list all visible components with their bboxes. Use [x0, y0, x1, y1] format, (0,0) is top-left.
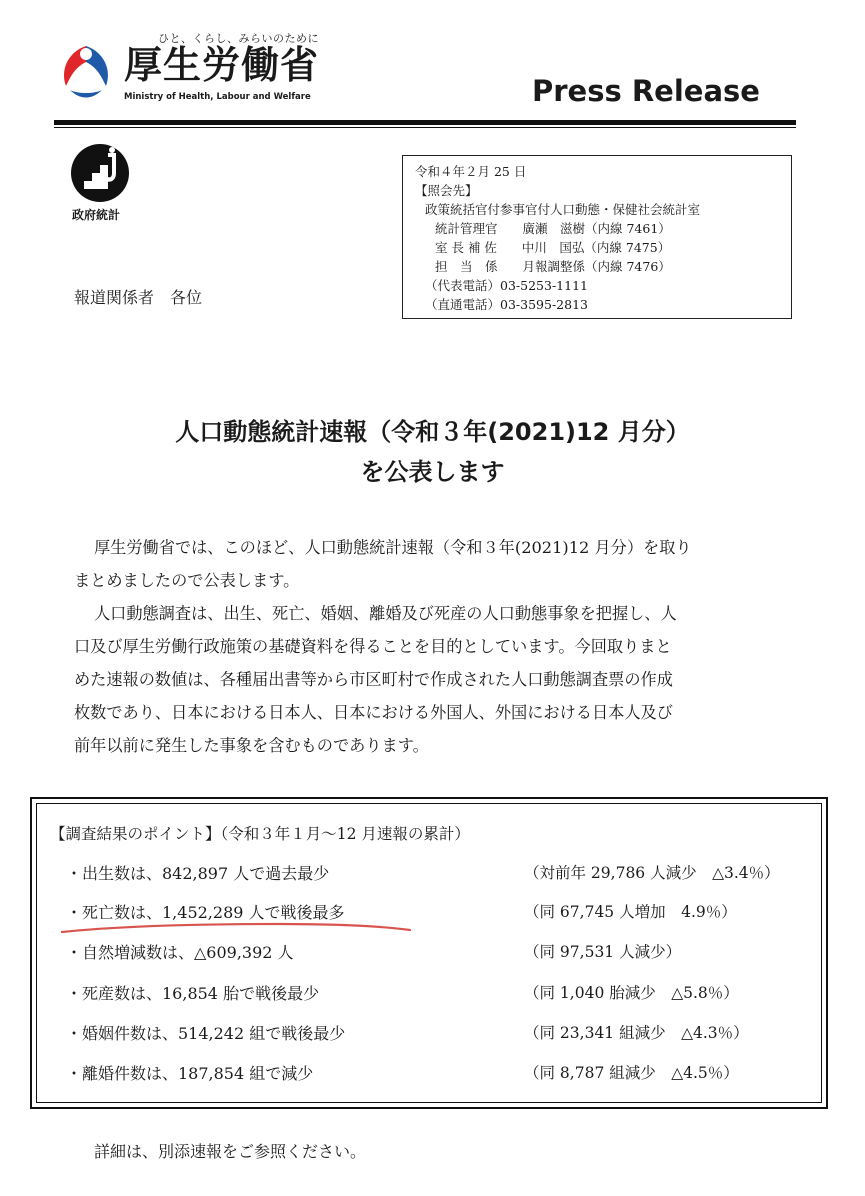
- page-title-line-1: 人口動態統計速報（令和３年(2021)12 月分）: [175, 418, 690, 446]
- ministry-name-en: Ministry of Health, Labour and Welfare: [124, 92, 311, 102]
- mhlw-logo-icon: [56, 38, 116, 102]
- highlight-underline: [60, 918, 412, 938]
- header-rule-thin: [54, 127, 796, 128]
- contact-heading: 【照会先】: [415, 183, 478, 198]
- body-paragraph-1-line-2: まとめましたので公表します。: [74, 571, 300, 590]
- point-item-left: ・出生数は、842,897 人で過去最少: [66, 864, 330, 883]
- body-paragraph-1-line-1: 厚生労働省では、このほど、人口動態統計速報（令和３年(2021)12 月分）を取り: [94, 538, 692, 557]
- gov-stats-label: 政府統計: [72, 208, 121, 222]
- point-item-right: （同 97,531 人減少）: [524, 943, 682, 961]
- addressee: 報道関係者 各位: [74, 288, 203, 307]
- contact-department: 政策統括官付参事官付人口動態・保健社会統計室: [425, 202, 701, 217]
- point-item-right: （同 1,040 胎減少 △5.8％）: [524, 984, 739, 1002]
- contact-phone-main: （代表電話）03-5253-1111: [425, 278, 588, 293]
- point-item-left: ・死産数は、16,854 胎で戦後最少: [66, 984, 320, 1003]
- contact-box: [402, 155, 792, 319]
- release-date: 令和４年２月 25 日: [415, 164, 527, 179]
- press-release-heading: Press Release: [532, 74, 760, 108]
- point-item-left: ・離婚件数は、187,854 組で減少: [66, 1064, 314, 1083]
- body-paragraph-2-line-5: 前年以前に発生した事象を含むものであります。: [74, 736, 429, 755]
- contact-staff-3: 担 当 係 月報調整係（内線 7476）: [435, 259, 671, 274]
- point-item-right: （同 67,745 人増加 4.9％）: [524, 903, 737, 921]
- body-paragraph-2-line-4: 枚数であり、日本における日本人、日本における外国人、外国における日本人及び: [74, 703, 673, 722]
- point-item-left: ・婚姻件数は、514,242 組で戦後最少: [66, 1024, 346, 1043]
- body-paragraph-2-line-1: 人口動態調査は、出生、死亡、婚姻、離婚及び死産の人口動態事象を把握し、人: [94, 604, 677, 623]
- body-paragraph-2-line-3: めた速報の数値は、各種届出書等から市区町村で作成された人口動態調査票の作成: [74, 670, 673, 689]
- point-item-right: （対前年 29,786 人減少 △3.4％）: [524, 864, 780, 882]
- point-item-right: （同 23,341 組減少 △4.3％）: [524, 1024, 749, 1042]
- contact-phone-direct: （直通電話）03-3595-2813: [425, 297, 588, 312]
- gov-stats-icon: [70, 143, 130, 203]
- page-title-line-2: を公表します: [360, 458, 505, 486]
- contact-staff-2: 室 長 補 佐 中川 国弘（内線 7475）: [435, 240, 671, 255]
- point-item-left: ・死亡数は、1,452,289 人で戦後最多: [66, 903, 345, 922]
- point-item-left: ・自然増減数は、△609,392 人: [66, 943, 294, 962]
- ministry-name: 厚生労働省: [124, 43, 320, 87]
- points-header: 【調査結果のポイント】（令和３年１月～12 月速報の累計）: [50, 825, 470, 843]
- contact-staff-1: 統計管理官 廣瀬 滋樹（内線 7461）: [435, 221, 671, 236]
- point-item-right: （同 8,787 組減少 △4.5％）: [524, 1064, 739, 1082]
- ministry-tagline: ひと、くらし、みらいのために: [158, 32, 319, 45]
- footer-note: 詳細は、別添速報をご参照ください。: [94, 1142, 367, 1161]
- header-rule-thick: [54, 120, 796, 125]
- body-paragraph-2-line-2: 口及び厚生労働行政施策の基礎資料を得ることを目的としています。今回取りまと: [74, 637, 672, 656]
